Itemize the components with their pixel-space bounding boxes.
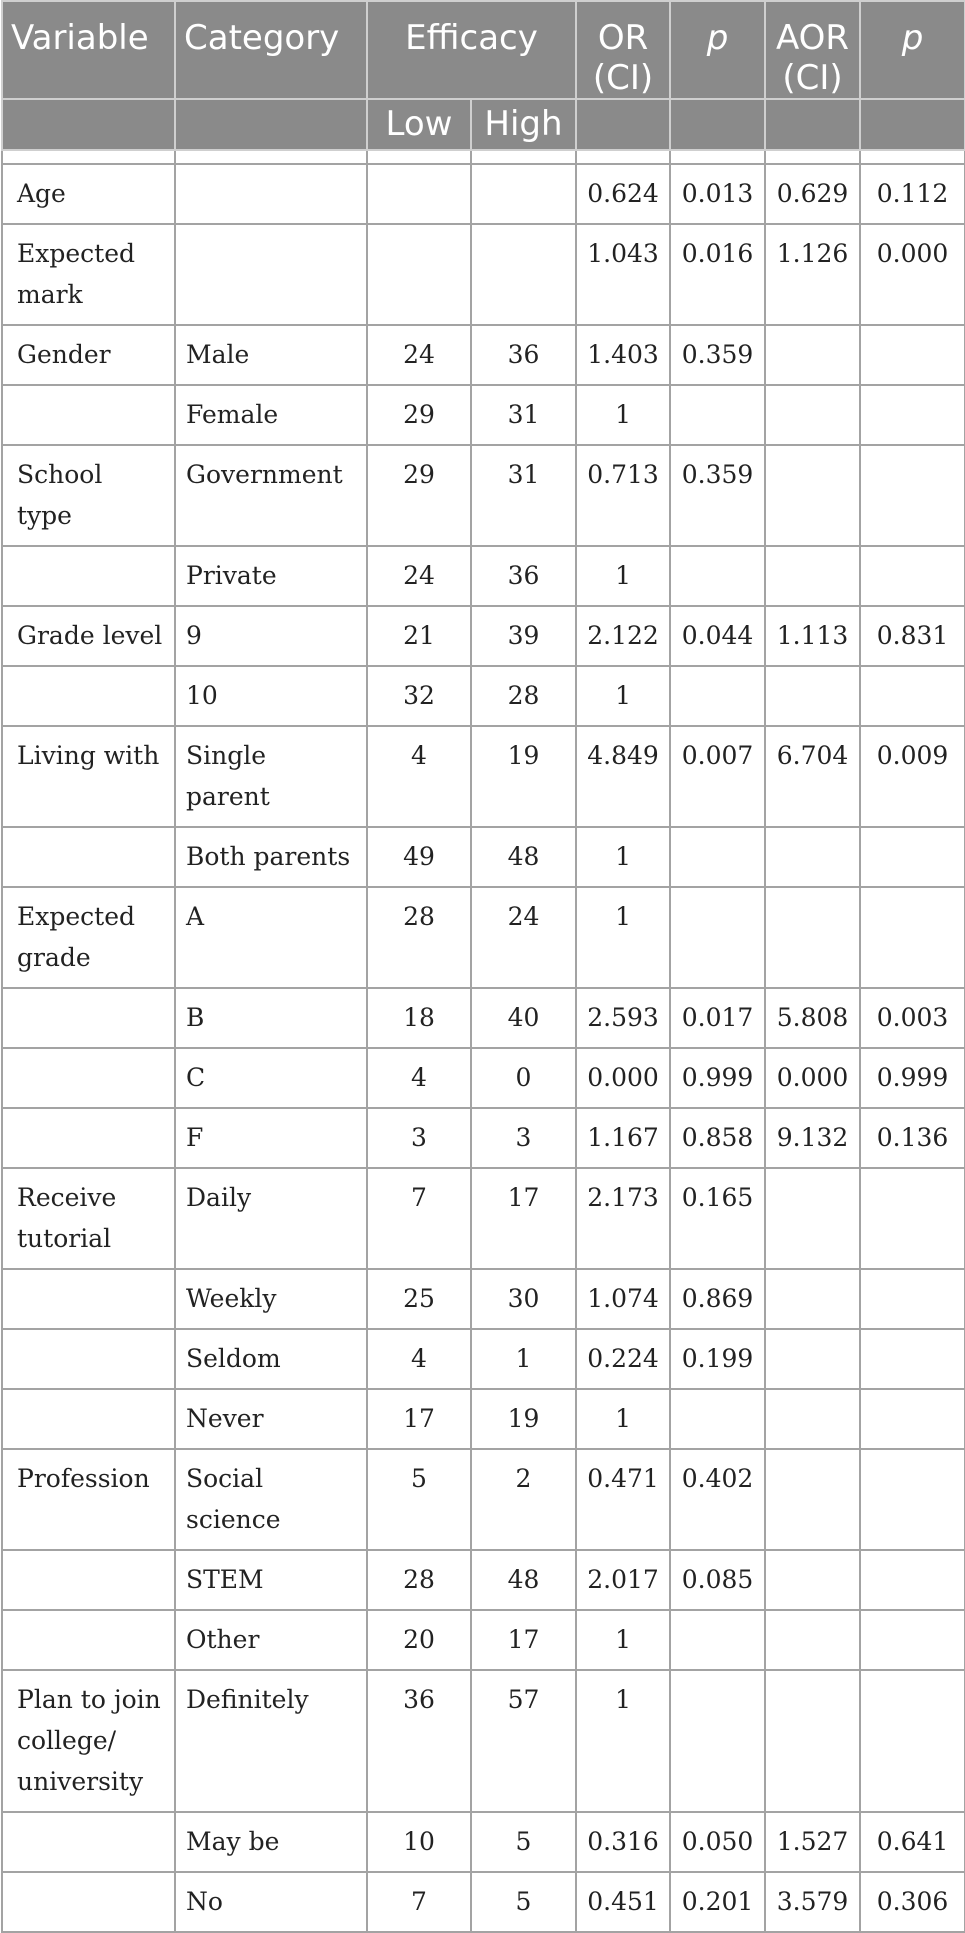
cell-category: B: [175, 988, 367, 1048]
cell-or-ci: 1: [576, 827, 670, 887]
table-row: [2, 1269, 965, 1329]
cell-high: 36: [471, 546, 576, 606]
table-row: [2, 827, 965, 887]
cell-category: 9: [175, 606, 367, 666]
cell-variable: [2, 1048, 175, 1108]
cell-aor-ci: [765, 666, 860, 726]
cell-low: 3: [367, 1108, 471, 1168]
table-row: [2, 1048, 965, 1108]
cell-aor-ci: [765, 546, 860, 606]
cell-variable: [2, 988, 175, 1048]
cell-adjusted-p-value: 0.999: [860, 1048, 965, 1108]
cell-or-ci: 0.624: [576, 164, 670, 224]
cell-high: 19: [471, 726, 576, 827]
header-p-value: p: [670, 1, 765, 99]
cell-adjusted-p-value: [860, 666, 965, 726]
cell-high: 30: [471, 1269, 576, 1329]
cell-variable: [2, 1872, 175, 1932]
cell-aor-ci: [765, 325, 860, 385]
cell-variable: [2, 546, 175, 606]
table-row: [2, 1389, 965, 1449]
cell-variable: [2, 385, 175, 445]
cell-adjusted-p-value: 0.112: [860, 164, 965, 224]
cell-p-value: 0.359: [670, 445, 765, 546]
cell-low: 49: [367, 827, 471, 887]
table-row: [2, 445, 965, 546]
table-row: [2, 325, 965, 385]
cell-low: 25: [367, 1269, 471, 1329]
cell-adjusted-p-value: [860, 827, 965, 887]
cell-low: 17: [367, 1389, 471, 1449]
cell-adjusted-p-value: [860, 1168, 965, 1269]
cell-aor-ci: 1.126: [765, 224, 860, 325]
header-spacer: [860, 99, 965, 150]
cell-or-ci: 1: [576, 887, 670, 988]
cell-aor-ci: [765, 1269, 860, 1329]
cell-p-value: 0.199: [670, 1329, 765, 1389]
cell-variable: [2, 1610, 175, 1670]
header-spacer: [175, 99, 367, 150]
table-row: [2, 1812, 965, 1872]
header-category: Category: [175, 1, 367, 99]
header-spacer: [2, 99, 175, 150]
cell-or-ci: 1.043: [576, 224, 670, 325]
cell-p-value: 0.201: [670, 1872, 765, 1932]
table-row: [2, 726, 965, 827]
cell-high: [471, 164, 576, 224]
cell-variable: Living with: [2, 726, 175, 827]
cell-category: Weekly: [175, 1269, 367, 1329]
results-table-container: [1, 0, 964, 1933]
cell-high: 5: [471, 1812, 576, 1872]
cell-low: 10: [367, 1812, 471, 1872]
cell-adjusted-p-value: [860, 385, 965, 445]
cell-high: 31: [471, 445, 576, 546]
table-row: [2, 887, 965, 988]
cell-variable: [2, 1812, 175, 1872]
cell-or-ci: 0.000: [576, 1048, 670, 1108]
cell-or-ci: 0.713: [576, 445, 670, 546]
cell-adjusted-p-value: [860, 1550, 965, 1610]
cell-category: Other: [175, 1610, 367, 1670]
cell-low: 28: [367, 887, 471, 988]
cell-category: 10: [175, 666, 367, 726]
header-high: High: [471, 99, 576, 150]
cell-aor-ci: [765, 887, 860, 988]
cell-aor-ci: 5.808: [765, 988, 860, 1048]
cell-adjusted-p-value: [860, 1610, 965, 1670]
cell-p-value: 0.869: [670, 1269, 765, 1329]
cell-category: May be: [175, 1812, 367, 1872]
cell-or-ci: 2.173: [576, 1168, 670, 1269]
cell-category: Government: [175, 445, 367, 546]
cell-adjusted-p-value: [860, 445, 965, 546]
cell-p-value: [670, 887, 765, 988]
table-row: [2, 606, 965, 666]
cell-low: 36: [367, 1670, 471, 1812]
cell-p-value: [670, 546, 765, 606]
cell-aor-ci: 1.527: [765, 1812, 860, 1872]
cell-adjusted-p-value: 0.641: [860, 1812, 965, 1872]
cell-category: Definitely: [175, 1670, 367, 1812]
cell-aor-ci: [765, 385, 860, 445]
cell-aor-ci: [765, 1449, 860, 1550]
cell-low: 29: [367, 445, 471, 546]
cell-adjusted-p-value: [860, 546, 965, 606]
cell-p-value: 0.016: [670, 224, 765, 325]
cell-variable: Age: [2, 164, 175, 224]
table-row: [2, 1550, 965, 1610]
cell-or-ci: 1: [576, 1610, 670, 1670]
cell-adjusted-p-value: 0.003: [860, 988, 965, 1048]
cell-category: No: [175, 1872, 367, 1932]
cell-or-ci: 1: [576, 385, 670, 445]
cell-variable: [2, 1108, 175, 1168]
header-low: Low: [367, 99, 471, 150]
cell-adjusted-p-value: [860, 1449, 965, 1550]
cell-high: 48: [471, 827, 576, 887]
cell-p-value: 0.013: [670, 164, 765, 224]
cell-category: Social science: [175, 1449, 367, 1550]
table-row: [2, 224, 965, 325]
cell-or-ci: 2.593: [576, 988, 670, 1048]
cell-low: [367, 164, 471, 224]
cell-p-value: [670, 1389, 765, 1449]
cell-aor-ci: 3.579: [765, 1872, 860, 1932]
header-gap-row: [2, 150, 965, 164]
cell-variable: Expected mark: [2, 224, 175, 325]
cell-high: 28: [471, 666, 576, 726]
cell-low: 28: [367, 1550, 471, 1610]
cell-or-ci: 2.017: [576, 1550, 670, 1610]
cell-variable: [2, 1389, 175, 1449]
cell-or-ci: 0.451: [576, 1872, 670, 1932]
header-spacer: [765, 99, 860, 150]
cell-or-ci: 1.074: [576, 1269, 670, 1329]
cell-category: Seldom: [175, 1329, 367, 1389]
cell-adjusted-p-value: [860, 1670, 965, 1812]
cell-p-value: [670, 827, 765, 887]
table-row: [2, 1670, 965, 1812]
cell-category: C: [175, 1048, 367, 1108]
cell-category: Single parent: [175, 726, 367, 827]
cell-high: 31: [471, 385, 576, 445]
cell-high: 48: [471, 1550, 576, 1610]
cell-category: Male: [175, 325, 367, 385]
cell-high: 57: [471, 1670, 576, 1812]
cell-variable: Gender: [2, 325, 175, 385]
cell-or-ci: 4.849: [576, 726, 670, 827]
cell-low: 4: [367, 1048, 471, 1108]
table-row: [2, 988, 965, 1048]
header-spacer: [670, 99, 765, 150]
cell-low: 4: [367, 1329, 471, 1389]
cell-variable: [2, 1550, 175, 1610]
header-aor-ci: AOR (CI): [765, 1, 860, 99]
cell-p-value: 0.402: [670, 1449, 765, 1550]
cell-aor-ci: [765, 1329, 860, 1389]
header-efficacy: Efficacy: [367, 1, 576, 99]
cell-low: 5: [367, 1449, 471, 1550]
header-spacer: [576, 99, 670, 150]
cell-high: 3: [471, 1108, 576, 1168]
cell-aor-ci: 0.000: [765, 1048, 860, 1108]
cell-category: Both parents: [175, 827, 367, 887]
cell-aor-ci: [765, 1550, 860, 1610]
cell-or-ci: 0.224: [576, 1329, 670, 1389]
cell-or-ci: 1: [576, 546, 670, 606]
cell-p-value: [670, 385, 765, 445]
cell-category: Private: [175, 546, 367, 606]
cell-variable: Profession: [2, 1449, 175, 1550]
cell-category: [175, 224, 367, 325]
header-or-ci: OR (CI): [576, 1, 670, 99]
cell-high: 39: [471, 606, 576, 666]
table-row: [2, 1449, 965, 1550]
cell-aor-ci: [765, 445, 860, 546]
cell-p-value: 0.050: [670, 1812, 765, 1872]
cell-category: Daily: [175, 1168, 367, 1269]
header-adjusted-p-value: p: [860, 1, 965, 99]
cell-or-ci: 1.167: [576, 1108, 670, 1168]
cell-variable: Receive tutorial: [2, 1168, 175, 1269]
cell-aor-ci: 1.113: [765, 606, 860, 666]
cell-category: F: [175, 1108, 367, 1168]
cell-variable: [2, 666, 175, 726]
header-variable: Variable: [2, 1, 175, 99]
cell-low: [367, 224, 471, 325]
cell-high: [471, 224, 576, 325]
cell-p-value: 0.007: [670, 726, 765, 827]
cell-variable: Expected grade: [2, 887, 175, 988]
cell-aor-ci: 0.629: [765, 164, 860, 224]
cell-or-ci: 2.122: [576, 606, 670, 666]
cell-high: 5: [471, 1872, 576, 1932]
cell-adjusted-p-value: 0.831: [860, 606, 965, 666]
cell-p-value: 0.858: [670, 1108, 765, 1168]
cell-high: 17: [471, 1610, 576, 1670]
cell-or-ci: 1: [576, 1670, 670, 1812]
cell-or-ci: 1.403: [576, 325, 670, 385]
cell-p-value: 0.165: [670, 1168, 765, 1269]
cell-adjusted-p-value: [860, 325, 965, 385]
table-row: [2, 1168, 965, 1269]
cell-p-value: [670, 1670, 765, 1812]
cell-category: Female: [175, 385, 367, 445]
table-row: [2, 666, 965, 726]
cell-aor-ci: [765, 1389, 860, 1449]
cell-category: [175, 164, 367, 224]
cell-adjusted-p-value: [860, 1269, 965, 1329]
cell-variable: [2, 827, 175, 887]
cell-p-value: [670, 666, 765, 726]
cell-or-ci: 1: [576, 666, 670, 726]
cell-aor-ci: 6.704: [765, 726, 860, 827]
cell-adjusted-p-value: [860, 1389, 965, 1449]
cell-or-ci: 1: [576, 1389, 670, 1449]
cell-aor-ci: [765, 1168, 860, 1269]
table-row: [2, 1610, 965, 1670]
cell-high: 2: [471, 1449, 576, 1550]
cell-high: 0: [471, 1048, 576, 1108]
cell-low: 20: [367, 1610, 471, 1670]
cell-adjusted-p-value: 0.000: [860, 224, 965, 325]
cell-variable: School type: [2, 445, 175, 546]
cell-variable: [2, 1329, 175, 1389]
cell-aor-ci: [765, 827, 860, 887]
cell-low: 24: [367, 546, 471, 606]
cell-variable: Plan to join college/ university: [2, 1670, 175, 1812]
table-header: [2, 1, 965, 150]
cell-low: 21: [367, 606, 471, 666]
cell-aor-ci: 9.132: [765, 1108, 860, 1168]
cell-high: 40: [471, 988, 576, 1048]
cell-p-value: 0.085: [670, 1550, 765, 1610]
cell-low: 7: [367, 1872, 471, 1932]
cell-adjusted-p-value: 0.009: [860, 726, 965, 827]
cell-adjusted-p-value: 0.306: [860, 1872, 965, 1932]
cell-high: 24: [471, 887, 576, 988]
cell-or-ci: 0.316: [576, 1812, 670, 1872]
cell-high: 17: [471, 1168, 576, 1269]
cell-high: 1: [471, 1329, 576, 1389]
table-body: [2, 150, 965, 1932]
table-row: [2, 1872, 965, 1932]
table-row: [2, 164, 965, 224]
cell-category: Never: [175, 1389, 367, 1449]
table-row: [2, 1329, 965, 1389]
table-row: [2, 385, 965, 445]
cell-p-value: 0.359: [670, 325, 765, 385]
cell-high: 19: [471, 1389, 576, 1449]
cell-variable: Grade level: [2, 606, 175, 666]
cell-or-ci: 0.471: [576, 1449, 670, 1550]
cell-aor-ci: [765, 1670, 860, 1812]
cell-adjusted-p-value: 0.136: [860, 1108, 965, 1168]
cell-low: 4: [367, 726, 471, 827]
cell-high: 36: [471, 325, 576, 385]
cell-variable: [2, 1269, 175, 1329]
cell-category: A: [175, 887, 367, 988]
cell-p-value: 0.017: [670, 988, 765, 1048]
cell-p-value: 0.999: [670, 1048, 765, 1108]
cell-p-value: [670, 1610, 765, 1670]
cell-low: 24: [367, 325, 471, 385]
table-row: [2, 1108, 965, 1168]
cell-low: 32: [367, 666, 471, 726]
cell-low: 7: [367, 1168, 471, 1269]
cell-p-value: 0.044: [670, 606, 765, 666]
cell-low: 29: [367, 385, 471, 445]
cell-aor-ci: [765, 1610, 860, 1670]
cell-category: STEM: [175, 1550, 367, 1610]
cell-adjusted-p-value: [860, 1329, 965, 1389]
cell-low: 18: [367, 988, 471, 1048]
table-row: [2, 546, 965, 606]
cell-adjusted-p-value: [860, 887, 965, 988]
odds-ratio-table: [1, 0, 965, 1933]
